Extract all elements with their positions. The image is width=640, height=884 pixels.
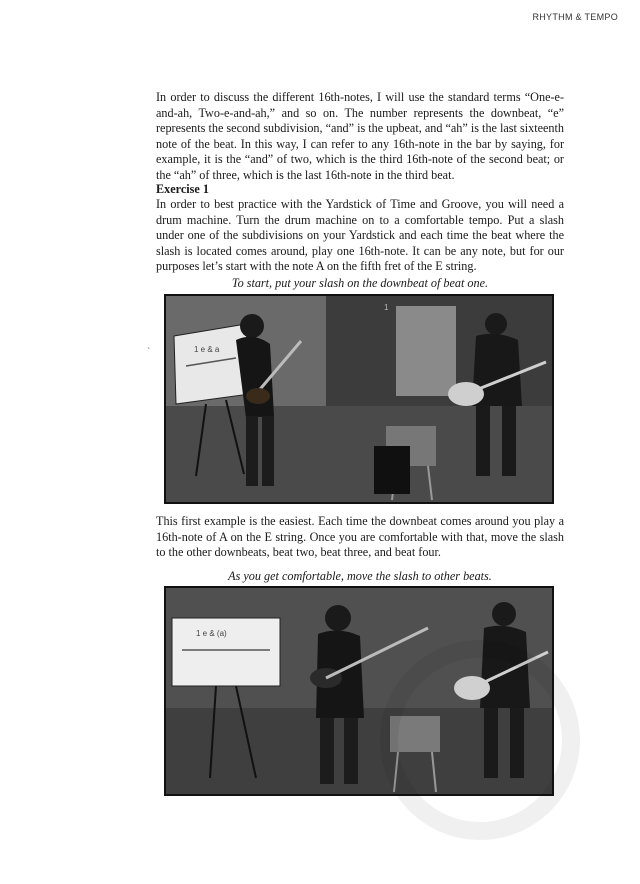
running-head: RHYTHM & TEMPO xyxy=(532,12,618,22)
first-example-paragraph: This first example is the easiest. Each time the downbeat comes around you play a 16th-note of A on the E string. Once you are comfortable with that, move the slash to the other downbeats, beat two, beat three, and beat four. xyxy=(156,514,564,559)
photo-1-illustration xyxy=(166,296,552,502)
whiteboard-1-marks: 1 e & a xyxy=(194,345,220,354)
photo-1-corner-mark: 1 xyxy=(384,303,389,312)
whiteboard-2-marks: 1 e & (a) xyxy=(196,629,227,638)
photo-caption-2: As you get comfortable, move the slash to other beats. xyxy=(228,569,492,583)
exercise-heading: Exercise 1 xyxy=(156,182,209,196)
photo-caption-1: To start, put your slash on the downbeat of beat one. xyxy=(231,276,489,290)
exercise-paragraph: In order to best practice with the Yardstick of Time and Groove, you will need a drum machine. Turn the drum machine on to a comfortable tempo. Put a slash under one of the subdivisions on your Yardstick and each time the beat where the slash is located comes around, play one 16th-note. It can be any note, but for our purposes let’s start with the note A on the fifth fret of the E string. xyxy=(156,197,564,273)
intro-paragraph: In order to discuss the different 16th-notes, I will use the standard terms “One-e-and-ah, Two-e-and-ah,” and so on. The number represents the downbeat, “e” represents the second subdivision, “and” is the upbeat, and “ah” is the last sixteenth note of the beat. In this way, I can refer to any 16th-note in the bar by saying, for example, it is the “and” of two, which is the third 16th-note of the second beat; or the “ah” of three, which is the last 16th-note in the third beat. xyxy=(156,90,564,182)
watermark-seal xyxy=(380,640,580,840)
photo-whiteboard-lesson-1 xyxy=(164,294,554,504)
stray-mark: ` xyxy=(147,347,151,358)
